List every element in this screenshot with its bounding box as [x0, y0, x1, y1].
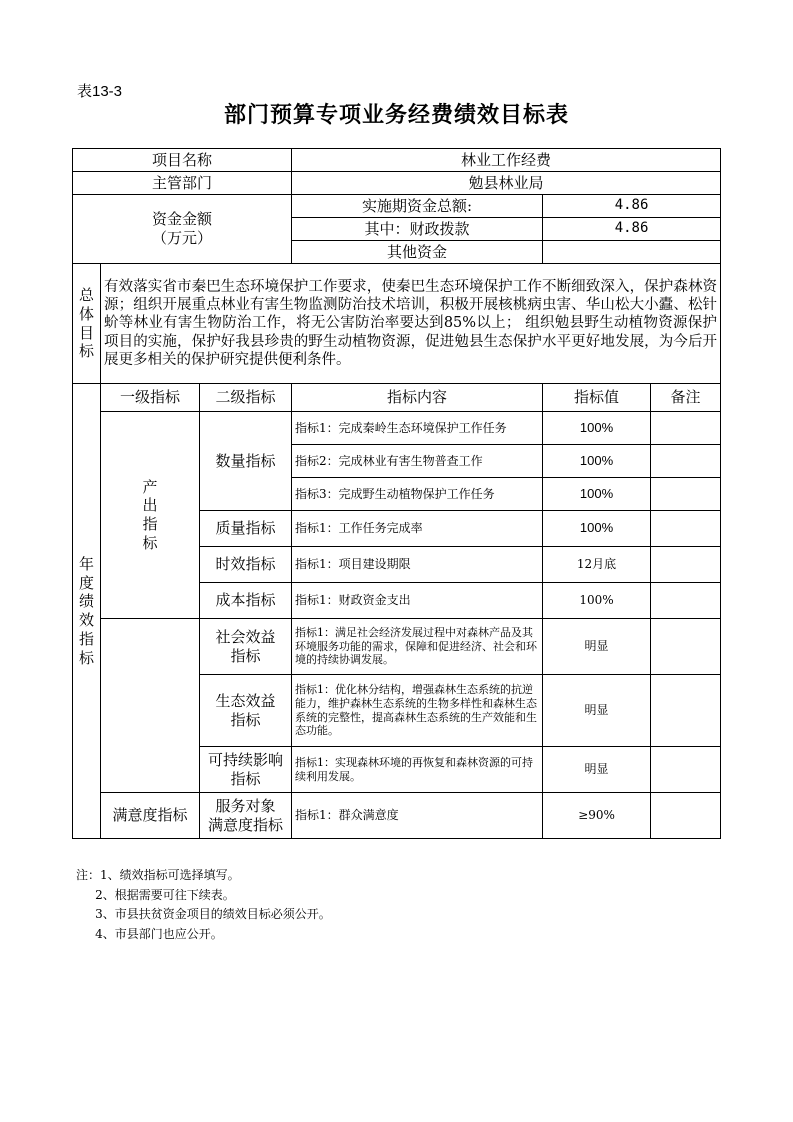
table-number: 表13-3 — [77, 83, 123, 100]
indicator-value: 100% — [543, 511, 651, 547]
annual-label-char: 指 — [78, 629, 94, 648]
indicator-content: 指标3：完成野生动植物保护工作任务 — [292, 478, 543, 511]
header-remark: 备注 — [651, 384, 721, 412]
sustainable-label-line2: 指标 — [230, 769, 261, 788]
social-label-line2: 指标 — [230, 646, 261, 665]
funds-other-label: 其他资金 — [292, 241, 543, 264]
indicator-value: 明显 — [543, 747, 651, 793]
project-name-row — [73, 149, 721, 172]
indicator-content: 指标1：实现森林环境的再恢复和森林资源的可持续利用发展。 — [292, 747, 543, 793]
indicator-remark — [651, 583, 721, 619]
indicator-remark — [651, 675, 721, 747]
social-label-line1: 社会效益 — [215, 627, 276, 646]
funds-label — [73, 195, 292, 264]
annual-label-char: 年 — [78, 554, 94, 573]
project-name-label: 项目名称 — [73, 149, 292, 172]
indicator-content: 指标1：完成秦岭生态环境保护工作任务 — [292, 412, 543, 445]
goal-label-char: 目 — [78, 323, 94, 342]
funds-total-row — [73, 195, 721, 218]
quality-indicator-label: 质量指标 — [200, 511, 292, 547]
sustainable-impact-label — [200, 747, 292, 793]
ecological-label-line1: 生态效益 — [215, 691, 276, 710]
indicator-remark — [651, 547, 721, 583]
indicator-content: 指标1：工作任务完成率 — [292, 511, 543, 547]
performance-goal-table — [72, 148, 721, 839]
output-indicator-label — [101, 412, 200, 619]
funds-fiscal-label: 其中：财政拨款 — [292, 218, 543, 241]
department-label: 主管部门 — [73, 172, 292, 195]
cost-indicator-label: 成本指标 — [200, 583, 292, 619]
annual-indicator-label — [73, 384, 101, 839]
footnote: 3、市县扶贫资金项目的绩效目标必须公开。 — [76, 907, 331, 921]
satisfaction-label-line1: 服务对象 — [215, 796, 276, 815]
indicator-content: 指标1：优化林分结构，增强森林生态系统的抗逆能力，维护森林生态系统的生物多样性和森林生态系统的完整性，提高森林生态系统的生产效能和生态功能。 — [292, 675, 543, 747]
quantity-indicator-label: 数量指标 — [200, 412, 292, 511]
indicator-remark — [651, 793, 721, 839]
indicator-value: ≥90% — [543, 793, 651, 839]
header-level1: 一级指标 — [101, 384, 200, 412]
funds-total-label: 实施期资金总额: — [292, 195, 543, 218]
indicator-value: 100% — [543, 478, 651, 511]
overall-goal-row — [73, 264, 721, 384]
project-name-value: 林业工作经费 — [292, 149, 721, 172]
indicator-value: 100% — [543, 583, 651, 619]
funds-fiscal-value: 4.86 — [543, 218, 721, 241]
annual-label-char: 效 — [78, 611, 94, 629]
output-label-char: 产 — [142, 477, 158, 496]
indicator-remark — [651, 478, 721, 511]
indicator-remark — [651, 445, 721, 478]
indicator-value: 12月底 — [543, 547, 651, 583]
indicator-remark — [651, 619, 721, 675]
footnote: 注：1、绩效指标可选择填写。 — [76, 868, 240, 882]
department-row — [73, 172, 721, 195]
indicator-content: 指标1：项目建设期限 — [292, 547, 543, 583]
timeliness-indicator-label: 时效指标 — [200, 547, 292, 583]
table-row — [73, 412, 721, 445]
indicator-content: 指标1：满足社会经济发展过程中对森林产品及其环境服务功能的需求，保障和促进经济、社会和环境的持续协调发展。 — [292, 619, 543, 675]
page-title: 部门预算专项业务经费绩效目标表 — [223, 102, 569, 128]
output-label-char: 指 — [142, 515, 158, 533]
indicator-content: 指标1：群众满意度 — [292, 793, 543, 839]
indicator-content: 指标2：完成林业有害生物普查工作 — [292, 445, 543, 478]
goal-label-char: 标 — [78, 342, 94, 361]
output-label-char: 出 — [142, 496, 158, 515]
indicator-header-row — [73, 384, 721, 412]
goal-label-char: 体 — [78, 304, 94, 323]
indicator-value: 明显 — [543, 619, 651, 675]
indicator-value: 100% — [543, 445, 651, 478]
annual-label-char: 标 — [78, 648, 94, 667]
indicator-remark — [651, 511, 721, 547]
header-content: 指标内容 — [292, 384, 543, 412]
social-benefit-label — [200, 619, 292, 675]
ecological-benefit-label — [200, 675, 292, 747]
funds-label-line1: 资金金额 — [152, 210, 213, 229]
table-row — [73, 619, 721, 675]
footnote: 2、根据需要可往下续表。 — [76, 887, 235, 902]
indicator-content: 指标1：财政资金支出 — [292, 583, 543, 619]
satisfaction-level2-label — [200, 793, 292, 839]
indicator-value: 100% — [543, 412, 651, 445]
indicator-remark — [651, 747, 721, 793]
funds-total-value: 4.86 — [543, 195, 721, 218]
overall-goal-label — [73, 264, 101, 384]
satisfaction-label-line2: 满意度指标 — [208, 815, 284, 834]
goal-label-char: 总 — [78, 286, 94, 304]
indicator-remark — [651, 412, 721, 445]
table-row — [73, 793, 721, 839]
annual-label-char: 绩 — [78, 592, 94, 611]
funds-label-line2: （万元） — [152, 229, 213, 247]
indicator-value: 明显 — [543, 675, 651, 747]
header-value: 指标值 — [543, 384, 651, 412]
ecological-label-line2: 指标 — [230, 710, 261, 729]
department-value: 勉县林业局 — [292, 172, 721, 195]
overall-goal-text: 有效落实省市秦巴生态环境保护工作要求，使秦巴生态环境保护工作不断细致深入，保护森林资源；组织开展重点林业有害生物监测防治技术培训，积极开展核桃病虫害、华山松大小蠹、松针蚧等林业有害生物防治工作，将无公害防治率要达到85%以上； 组织勉县野生动植物资源保护项目的实施，保护好我县珍贵的野生动植物资源，促进勉县生态保护水平更好地发展，为今后开展更多相关的保护研究提供便利条件。 — [101, 264, 721, 384]
effect-indicator-label — [101, 619, 200, 793]
sustainable-label-line1: 可持续影响 — [208, 750, 284, 769]
satisfaction-level1-label: 满意度指标 — [101, 793, 200, 839]
output-label-char: 标 — [142, 533, 158, 552]
footnote: 4、市县部门也应公开。 — [76, 926, 223, 941]
annual-label-char: 度 — [78, 573, 94, 592]
header-level2: 二级指标 — [200, 384, 292, 412]
funds-other-value — [543, 241, 721, 264]
footnotes — [76, 866, 331, 944]
